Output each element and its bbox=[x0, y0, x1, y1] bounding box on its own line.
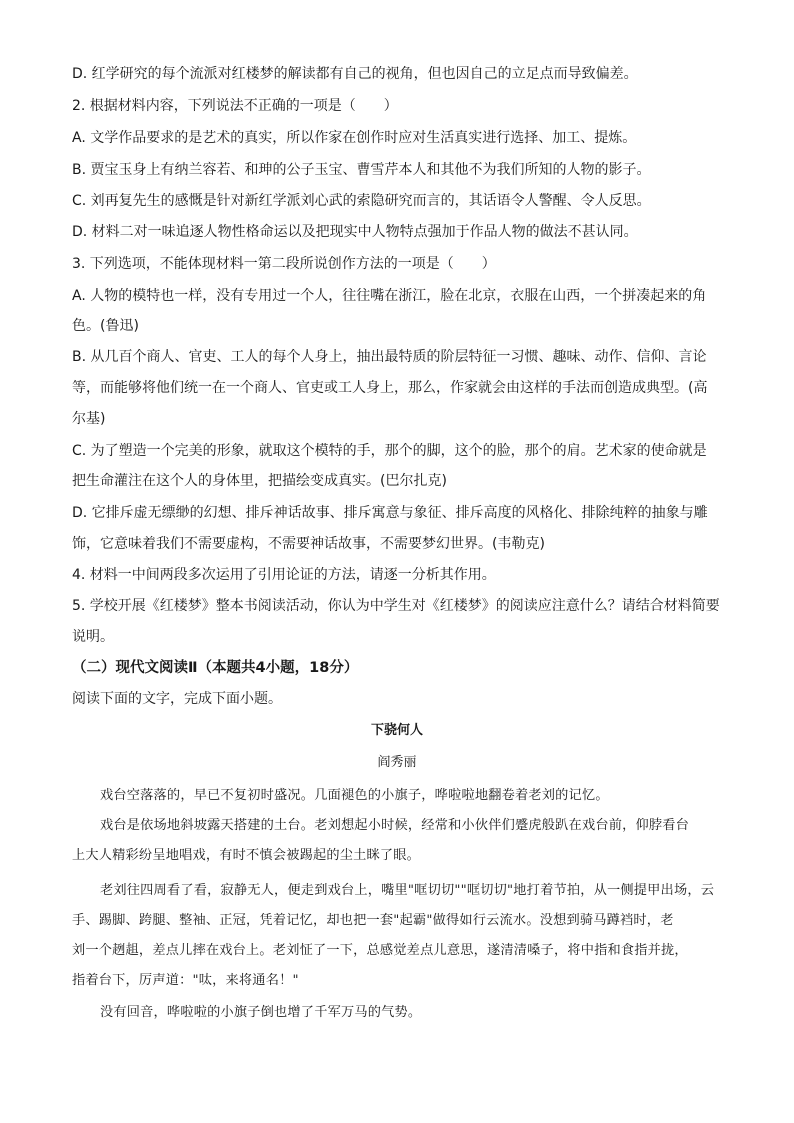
option-3c-line1: C. 为了塑造一个完美的形象，就取这个模特的手，那个的脚，这个的脸，那个的肩。艺术家的使命就是 bbox=[72, 443, 707, 459]
story-paragraph-3-line1: 老刘往四周看了看，寂静无人，便走到戏台上，嘴里"哐切切""哐切切"地打着节拍，从一侧提甲出场，云 bbox=[100, 883, 715, 898]
option-3d-line2: 饰，它意味着我们不需要虚构，不需要神话故事，不需要梦幻世界。(韦勒克) bbox=[72, 536, 545, 552]
question-5-line1: 5. 学校开展《红楼梦》整本书阅读活动，你认为中学生对《红楼梦》的阅读应注意什么？请结合材料简要 bbox=[72, 598, 720, 614]
story-paragraph-3-line4: 指着台下，厉声道："呔，来将通名！" bbox=[72, 973, 299, 988]
question-4: 4. 材料一中间两段多次运用了引用论证的方法，请逐一分析其作用。 bbox=[72, 567, 496, 583]
option-3a-line1: A. 人物的模特也一样，没有专用过一个人，往往嘴在浙江，脸在北京，衣服在山西，一个拼凑起来的角 bbox=[72, 288, 707, 304]
story-author: 阎秀丽 bbox=[377, 755, 417, 770]
option-2a: A. 文学作品要求的是艺术的真实，所以作家在创作时应对生活真实进行选择、加工、提炼。 bbox=[72, 130, 637, 146]
option-2d: D. 材料二对一味追逐人物性格命运以及把现实中人物特点强加于作品人物的做法不甚认同。 bbox=[72, 224, 638, 240]
option-1d: D. 红学研究的每个流派对红楼梦的解读都有自己的视角，但也因自己的立足点而导致偏差。 bbox=[72, 66, 638, 82]
story-title: 下骁何人 bbox=[370, 723, 423, 738]
story-paragraph-2-line1: 戏台是依场地斜坡露天搭建的土台。老刘想起小时候，经常和小伙伴们蹙虎般趴在戏台前，仰脖看台 bbox=[100, 818, 690, 833]
option-3b-line2: 等，而能够将他们统一在一个商人、官吏或工人身上，那么，作家就会由这样的手法而创造成典型。(高 bbox=[72, 380, 708, 396]
option-2c: C. 刘再复先生的感慨是针对新红学派刘心武的索隐研究而言的，其话语令人警醒、令人反思。 bbox=[72, 193, 651, 209]
option-3a-line2: 色。(鲁迅) bbox=[72, 318, 139, 334]
question-5-line2: 说明。 bbox=[72, 629, 114, 645]
instruction-text: 阅读下面的文字，完成下面小题。 bbox=[72, 691, 282, 707]
story-paragraph-3-line3: 刘一个趔趄，差点儿摔在戏台上。老刘怔了一下，总感觉差点儿意思，遂清清嗓子，将中指和食指并拢， bbox=[72, 943, 688, 958]
option-3b-line1: B. 从几百个商人、官吏、工人的每个人身上，抽出最特质的阶层特征一习惯、趣味、动作、信仰、言论 bbox=[72, 349, 707, 365]
option-3c-line2: 把生命灌注在这个人的身体里，把描绘变成真实。(巴尔扎克) bbox=[72, 473, 447, 489]
story-paragraph-1: 戏台空落落的，早已不复初时盛况。几面褪色的小旗子，哗啦啦地翻卷着老刘的记忆。 bbox=[100, 788, 609, 803]
story-paragraph-2-line2: 上大人精彩纷呈地唱戏，有时不慎会被踢起的尘土眯了眼。 bbox=[72, 848, 421, 863]
question-3: 3. 下列选项，不能体现材料一第二段所说创作方法的一项是（ ） bbox=[72, 256, 496, 272]
option-3d-line1: D. 它排斥虚无缥缈的幻想、排斥神话故事、排斥寓意与象征、排斥高度的风格化、排除纯粹的抽象与雕 bbox=[72, 505, 708, 521]
option-2b: B. 贾宝玉身上有纳兰容若、和珅的公子玉宝、曹雪芹本人和其他不为我们所知的人物的影子。 bbox=[72, 162, 651, 178]
option-3b-line3: 尔基) bbox=[72, 411, 106, 427]
section-title: （二）现代文阅读Ⅱ（本题共4小题，18分） bbox=[72, 660, 359, 676]
story-paragraph-4: 没有回音，哗啦啦的小旗子倒也增了千军万马的气势。 bbox=[100, 1005, 422, 1020]
story-paragraph-3-line2: 手、踢脚、跨腿、整袖、正冠，凭着记忆，却也把一套"起霸"做得如行云流水。没想到骑马蹲裆时，老 bbox=[72, 913, 674, 928]
question-2: 2. 根据材料内容，下列说法不正确的一项是（ ） bbox=[72, 98, 398, 114]
